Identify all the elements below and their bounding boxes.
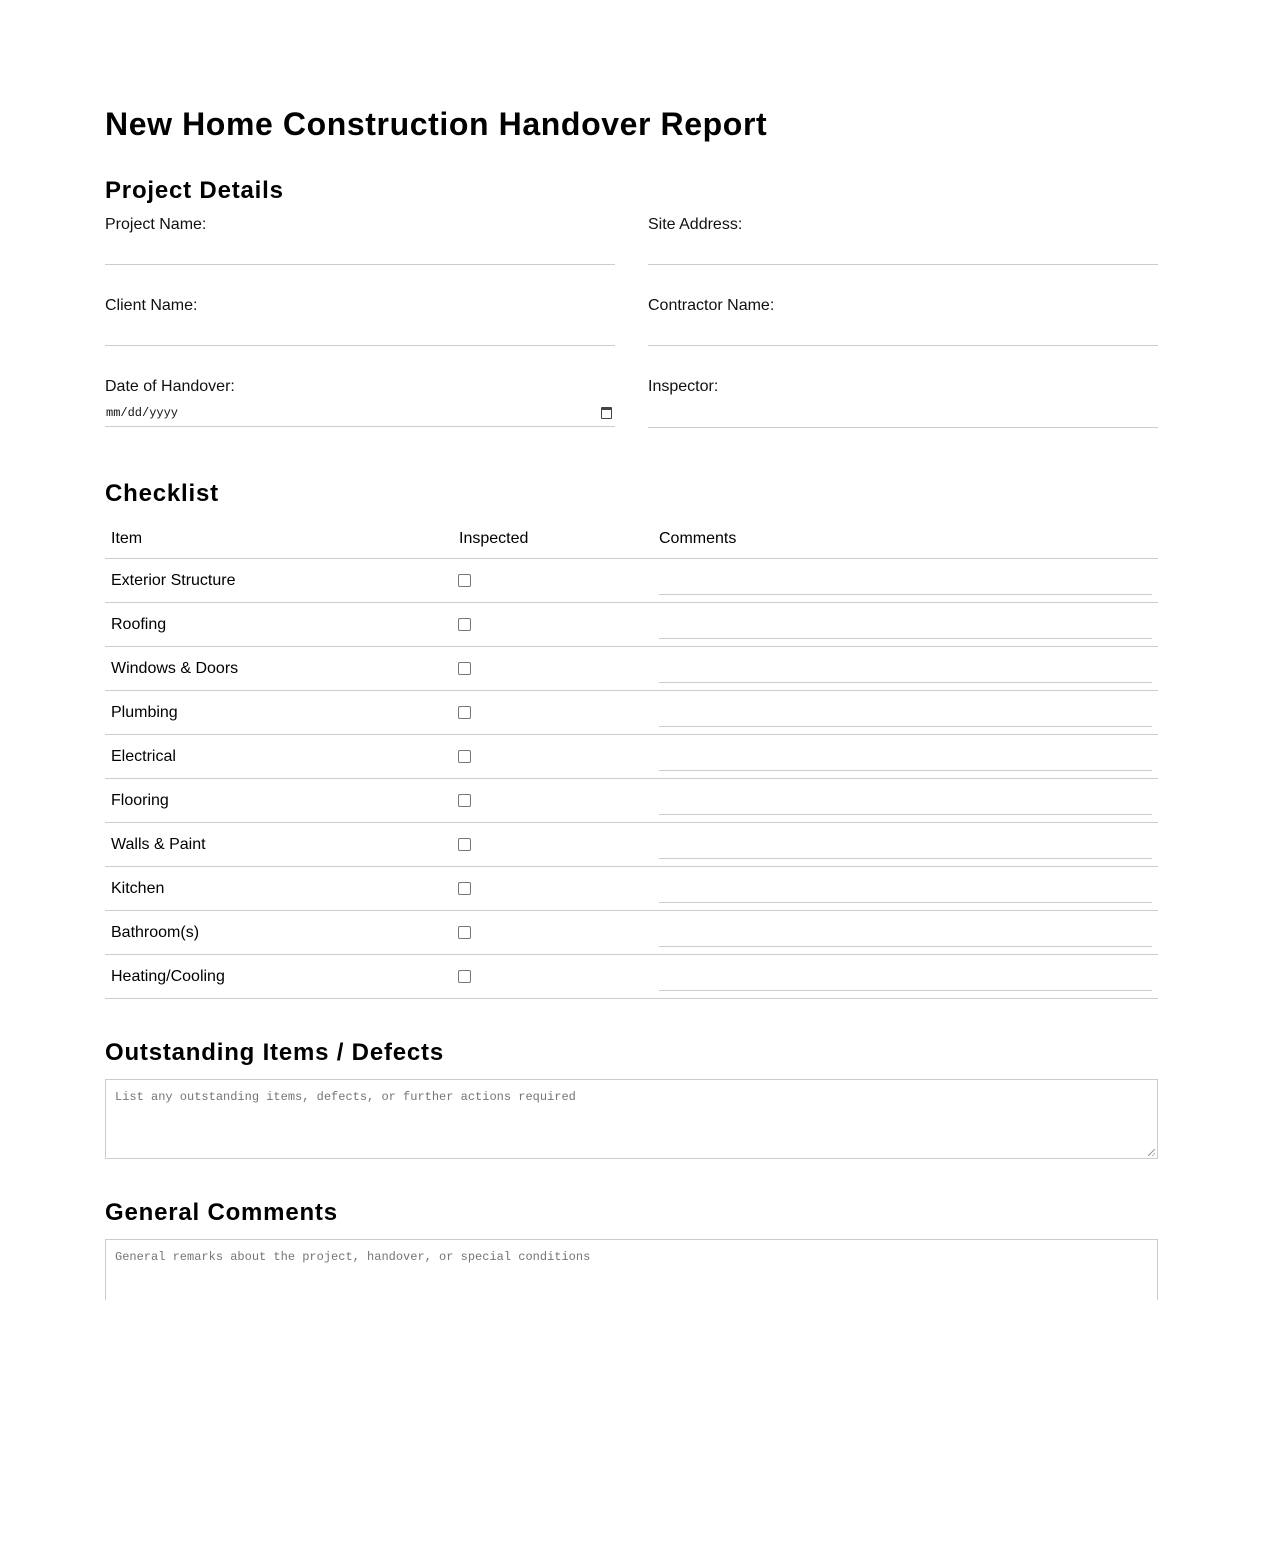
calendar-icon[interactable] — [601, 407, 612, 419]
inspected-checkbox[interactable] — [458, 618, 471, 631]
inspected-checkbox[interactable] — [458, 970, 471, 983]
contractor-name-field[interactable] — [648, 297, 1158, 347]
project-name-input[interactable] — [105, 244, 615, 259]
checklist-item-label: Flooring — [105, 779, 453, 823]
site-address-field[interactable] — [648, 216, 1158, 266]
checklist-item-label: Windows & Doors — [105, 647, 453, 691]
checklist-item-label: Exterior Structure — [105, 559, 453, 603]
inspected-checkbox[interactable] — [458, 838, 471, 851]
checklist-row — [105, 647, 1158, 691]
checklist-row — [105, 735, 1158, 779]
checklist-row — [105, 955, 1158, 999]
checklist-row — [105, 559, 1158, 603]
comment-input[interactable] — [659, 836, 1152, 859]
checklist-item-label: Plumbing — [105, 691, 453, 735]
inspector-label: Inspector: — [648, 378, 719, 395]
outstanding-items-placeholder: List any outstanding items, defects, or further actions required — [115, 1090, 576, 1104]
comment-input[interactable] — [659, 660, 1152, 683]
checklist-row — [105, 691, 1158, 735]
general-comments-textarea[interactable] — [105, 1239, 1158, 1300]
inspected-checkbox[interactable] — [458, 750, 471, 763]
column-header-item: Item — [105, 520, 453, 559]
general-comments-heading: General Comments — [105, 1199, 338, 1226]
client-name-field[interactable] — [105, 297, 615, 347]
inspected-checkbox[interactable] — [458, 926, 471, 939]
comment-input[interactable] — [659, 572, 1152, 595]
site-address-input[interactable] — [648, 244, 1158, 259]
site-address-label: Site Address: — [648, 216, 743, 233]
checklist-item-label: Walls & Paint — [105, 823, 453, 867]
checklist-row — [105, 779, 1158, 823]
inspector-field[interactable] — [648, 378, 1158, 428]
inspected-checkbox[interactable] — [458, 794, 471, 807]
date-input[interactable]: mm/dd/yyyy — [106, 406, 179, 420]
resize-handle-icon[interactable] — [1148, 1149, 1155, 1156]
inspected-checkbox[interactable] — [458, 706, 471, 719]
comment-input[interactable] — [659, 968, 1152, 991]
date-of-handover-field[interactable] — [105, 378, 615, 428]
comment-input[interactable] — [659, 748, 1152, 771]
project-details-heading: Project Details — [105, 177, 284, 204]
comment-input[interactable] — [659, 924, 1152, 947]
comment-input[interactable] — [659, 616, 1152, 639]
project-name-field[interactable] — [105, 216, 615, 266]
inspected-checkbox[interactable] — [458, 574, 471, 587]
general-comments-placeholder: General remarks about the project, handover, or special conditions — [115, 1250, 591, 1264]
contractor-name-label: Contractor Name: — [648, 297, 775, 314]
checklist-item-label: Roofing — [105, 603, 453, 647]
checklist-item-label: Kitchen — [105, 867, 453, 911]
checklist-row — [105, 823, 1158, 867]
inspected-checkbox[interactable] — [458, 882, 471, 895]
page-title: New Home Construction Handover Report — [105, 106, 768, 142]
date-label: Date of Handover: — [105, 378, 235, 395]
client-name-input[interactable] — [105, 325, 615, 340]
checklist-row — [105, 867, 1158, 911]
checklist-item-label: Heating/Cooling — [105, 955, 453, 999]
checklist-table — [105, 520, 1158, 999]
inspector-input[interactable] — [648, 406, 1158, 421]
contractor-name-input[interactable] — [648, 325, 1158, 340]
column-header-comments: Comments — [653, 520, 1158, 559]
checklist-item-label: Bathroom(s) — [105, 911, 453, 955]
handover-report-form — [105, 0, 1158, 1300]
outstanding-items-heading: Outstanding Items / Defects — [105, 1039, 444, 1066]
comment-input[interactable] — [659, 704, 1152, 727]
checklist-item-label: Electrical — [105, 735, 453, 779]
client-name-label: Client Name: — [105, 297, 198, 314]
comment-input[interactable] — [659, 880, 1152, 903]
checklist-row — [105, 603, 1158, 647]
project-name-label: Project Name: — [105, 216, 207, 233]
checklist-heading: Checklist — [105, 480, 219, 507]
checklist-row — [105, 911, 1158, 955]
comment-input[interactable] — [659, 792, 1152, 815]
outstanding-items-textarea[interactable] — [105, 1079, 1158, 1159]
inspected-checkbox[interactable] — [458, 662, 471, 675]
column-header-inspected: Inspected — [453, 520, 653, 559]
